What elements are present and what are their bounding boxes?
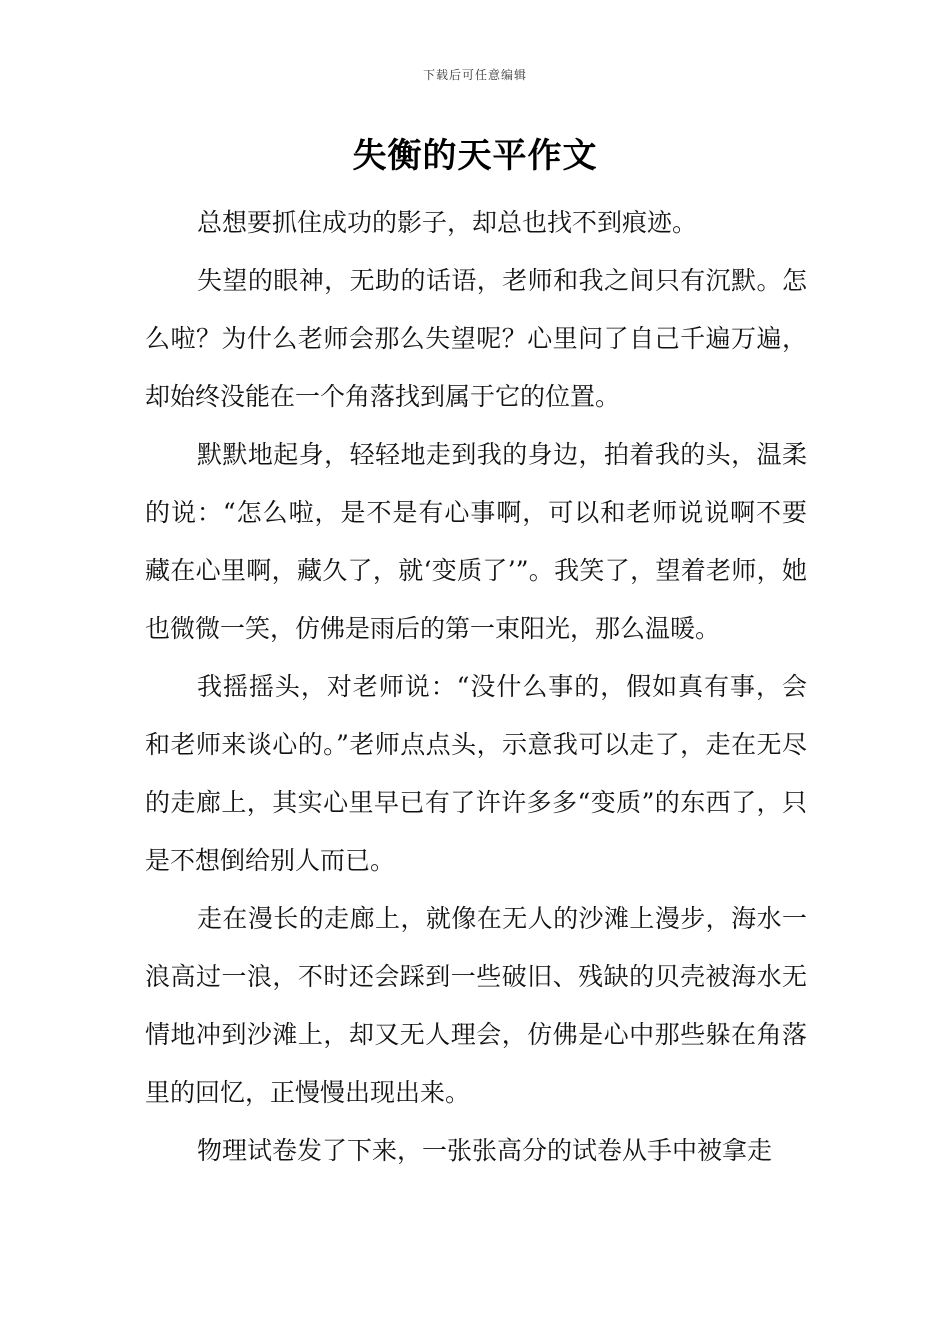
article-body (145, 194, 807, 1180)
paragraph-3: 默默地起身，轻轻地走到我的身边，拍着我的头，温柔的说：“怎么啦，是不是有心事啊，可以和老师说说啊不要藏在心里啊，藏久了，就‘变质了’”。我笑了，望着老师，她也微微一笑，仿佛是雨后的第一束阳光，那么温暖。 (145, 440, 807, 643)
paragraph-6: 物理试卷发了下来，一张张高分的试卷从手中被拿走 (197, 1136, 773, 1165)
paragraph-2: 失望的眼神，无助的话语，老师和我之间只有沉默。怎么啦？为什么老师会那么失望呢？心里问了自己千遍万遍，却始终没能在一个角落找到属于它的位置。 (145, 266, 807, 411)
header-note: 下载后可任意编辑 (422, 68, 527, 82)
paragraph-4: 我摇摇头，对老师说：“没什么事的，假如真有事，会和老师来谈心的。”老师点点头，示意我可以走了，走在无尽的走廊上，其实心里早已有了许许多多“变质”的东西了，只是不想倒给别人而已。 (145, 672, 807, 875)
page-title: 失衡的天平作文 (352, 136, 598, 176)
paragraph-5: 走在漫长的走廊上，就像在无人的沙滩上漫步，海水一浪高过一浪，不时还会踩到一些破旧、残缺的贝壳被海水无情地冲到沙滩上，却又无人理会，仿佛是心中那些躲在角落里的回忆，正慢慢出现出来。 (145, 904, 807, 1107)
paragraph-1: 总想要抓住成功的影子，却总也找不到痕迹。 (197, 208, 698, 237)
